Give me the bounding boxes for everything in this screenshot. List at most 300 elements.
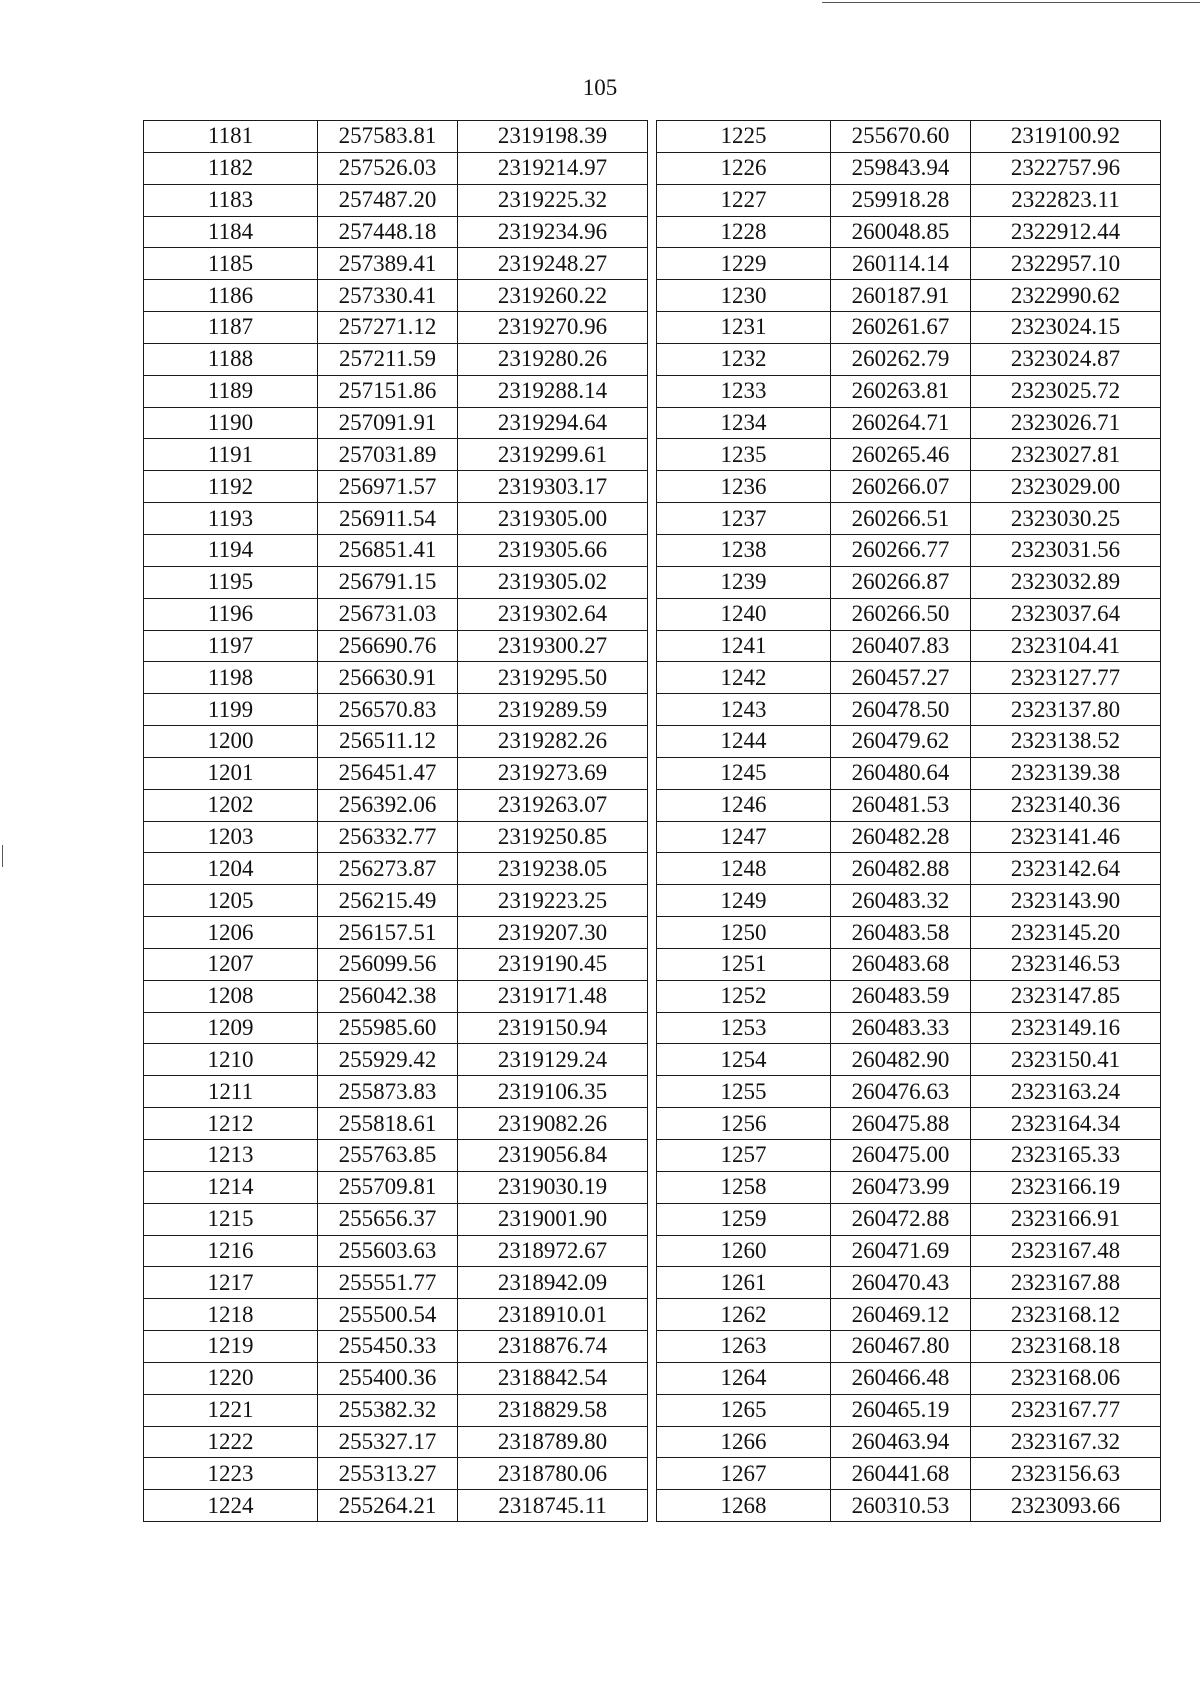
point-number-cell: 1220 <box>144 1362 318 1394</box>
point-number-cell: 1239 <box>657 566 831 598</box>
x-coordinate-cell: 260266.50 <box>831 598 971 630</box>
table-row <box>657 885 1161 917</box>
table-row <box>657 280 1161 312</box>
table-row <box>144 343 648 375</box>
point-number-cell: 1228 <box>657 216 831 248</box>
point-number-cell: 1221 <box>144 1394 318 1426</box>
y-coordinate-cell: 2323156.63 <box>971 1458 1161 1490</box>
x-coordinate-cell: 256451.47 <box>318 757 458 789</box>
y-coordinate-cell: 2319238.05 <box>458 853 648 885</box>
point-number-cell: 1208 <box>144 980 318 1012</box>
point-number-cell: 1224 <box>144 1490 318 1522</box>
x-coordinate-cell: 256215.49 <box>318 885 458 917</box>
point-number-cell: 1246 <box>657 789 831 821</box>
y-coordinate-cell: 2319305.00 <box>458 503 648 535</box>
y-coordinate-cell: 2318780.06 <box>458 1458 648 1490</box>
x-coordinate-cell: 260482.88 <box>831 853 971 885</box>
y-coordinate-cell: 2323149.16 <box>971 1012 1161 1044</box>
y-coordinate-cell: 2323093.66 <box>971 1490 1161 1522</box>
y-coordinate-cell: 2319225.32 <box>458 184 648 216</box>
table-row <box>144 1012 648 1044</box>
table-row <box>657 248 1161 280</box>
x-coordinate-cell: 257151.86 <box>318 375 458 407</box>
y-coordinate-cell: 2323127.77 <box>971 662 1161 694</box>
y-coordinate-cell: 2323143.90 <box>971 885 1161 917</box>
table-row <box>144 566 648 598</box>
x-coordinate-cell: 257091.91 <box>318 407 458 439</box>
table-row <box>144 1331 648 1363</box>
table-row <box>657 312 1161 344</box>
y-coordinate-cell: 2319270.96 <box>458 312 648 344</box>
x-coordinate-cell: 257526.03 <box>318 152 458 184</box>
x-coordinate-cell: 260264.71 <box>831 407 971 439</box>
y-coordinate-cell: 2323037.64 <box>971 598 1161 630</box>
y-coordinate-cell: 2319056.84 <box>458 1140 648 1172</box>
y-coordinate-cell: 2319299.61 <box>458 439 648 471</box>
x-coordinate-cell: 260265.46 <box>831 439 971 471</box>
point-number-cell: 1190 <box>144 407 318 439</box>
table-row <box>657 1076 1161 1108</box>
x-coordinate-cell: 256392.06 <box>318 789 458 821</box>
x-coordinate-cell: 256332.77 <box>318 821 458 853</box>
table-row <box>657 1235 1161 1267</box>
x-coordinate-cell: 256971.57 <box>318 471 458 503</box>
y-coordinate-cell: 2323024.87 <box>971 343 1161 375</box>
y-coordinate-cell: 2323150.41 <box>971 1044 1161 1076</box>
x-coordinate-cell: 260266.77 <box>831 534 971 566</box>
y-coordinate-cell: 2319250.85 <box>458 821 648 853</box>
y-coordinate-cell: 2323166.91 <box>971 1203 1161 1235</box>
point-number-cell: 1254 <box>657 1044 831 1076</box>
y-coordinate-cell: 2319303.17 <box>458 471 648 503</box>
x-coordinate-cell: 255873.83 <box>318 1076 458 1108</box>
coordinate-table-left <box>143 120 648 1522</box>
y-coordinate-cell: 2323167.88 <box>971 1267 1161 1299</box>
table-row <box>657 694 1161 726</box>
point-number-cell: 1210 <box>144 1044 318 1076</box>
point-number-cell: 1183 <box>144 184 318 216</box>
table-row <box>657 152 1161 184</box>
x-coordinate-cell: 256511.12 <box>318 726 458 758</box>
x-coordinate-cell: 260266.87 <box>831 566 971 598</box>
table-row <box>657 1362 1161 1394</box>
x-coordinate-cell: 255818.61 <box>318 1108 458 1140</box>
point-number-cell: 1232 <box>657 343 831 375</box>
point-number-cell: 1242 <box>657 662 831 694</box>
point-number-cell: 1201 <box>144 757 318 789</box>
x-coordinate-cell: 260263.81 <box>831 375 971 407</box>
table-row <box>144 789 648 821</box>
point-number-cell: 1257 <box>657 1140 831 1172</box>
x-coordinate-cell: 260473.99 <box>831 1171 971 1203</box>
point-number-cell: 1238 <box>657 534 831 566</box>
y-coordinate-cell: 2318910.01 <box>458 1299 648 1331</box>
y-coordinate-cell: 2319030.19 <box>458 1171 648 1203</box>
point-number-cell: 1235 <box>657 439 831 471</box>
table-row <box>144 534 648 566</box>
x-coordinate-cell: 260472.88 <box>831 1203 971 1235</box>
table-row <box>657 598 1161 630</box>
point-number-cell: 1229 <box>657 248 831 280</box>
y-coordinate-cell: 2323147.85 <box>971 980 1161 1012</box>
point-number-cell: 1196 <box>144 598 318 630</box>
y-coordinate-cell: 2322957.10 <box>971 248 1161 280</box>
table-row <box>657 343 1161 375</box>
table-row <box>657 1012 1161 1044</box>
table-row <box>657 662 1161 694</box>
table-row <box>144 1235 648 1267</box>
x-coordinate-cell: 260457.27 <box>831 662 971 694</box>
x-coordinate-cell: 255327.17 <box>318 1426 458 1458</box>
point-number-cell: 1268 <box>657 1490 831 1522</box>
table-row <box>657 853 1161 885</box>
point-number-cell: 1207 <box>144 948 318 980</box>
point-number-cell: 1240 <box>657 598 831 630</box>
x-coordinate-cell: 255656.37 <box>318 1203 458 1235</box>
x-coordinate-cell: 260483.59 <box>831 980 971 1012</box>
y-coordinate-cell: 2318789.80 <box>458 1426 648 1458</box>
x-coordinate-cell: 260478.50 <box>831 694 971 726</box>
table-row <box>657 216 1161 248</box>
x-coordinate-cell: 255450.33 <box>318 1331 458 1363</box>
y-coordinate-cell: 2323166.19 <box>971 1171 1161 1203</box>
x-coordinate-cell: 260407.83 <box>831 630 971 662</box>
point-number-cell: 1222 <box>144 1426 318 1458</box>
table-row <box>144 1267 648 1299</box>
x-coordinate-cell: 255400.36 <box>318 1362 458 1394</box>
point-number-cell: 1255 <box>657 1076 831 1108</box>
table-row <box>657 1171 1161 1203</box>
y-coordinate-cell: 2319234.96 <box>458 216 648 248</box>
scan-artifact <box>2 845 3 867</box>
y-coordinate-cell: 2319106.35 <box>458 1076 648 1108</box>
point-number-cell: 1237 <box>657 503 831 535</box>
point-number-cell: 1202 <box>144 789 318 821</box>
x-coordinate-cell: 256911.54 <box>318 503 458 535</box>
page-number: 105 <box>582 75 618 100</box>
y-coordinate-cell: 2323138.52 <box>971 726 1161 758</box>
table-row <box>144 216 648 248</box>
y-coordinate-cell: 2323024.15 <box>971 312 1161 344</box>
table-row <box>657 407 1161 439</box>
table-row <box>144 1458 648 1490</box>
table-row <box>144 471 648 503</box>
y-coordinate-cell: 2319300.27 <box>458 630 648 662</box>
table-row <box>144 598 648 630</box>
x-coordinate-cell: 256731.03 <box>318 598 458 630</box>
table-row <box>144 375 648 407</box>
x-coordinate-cell: 260261.67 <box>831 312 971 344</box>
point-number-cell: 1234 <box>657 407 831 439</box>
point-number-cell: 1182 <box>144 152 318 184</box>
y-coordinate-cell: 2319302.64 <box>458 598 648 630</box>
table-row <box>144 1076 648 1108</box>
y-coordinate-cell: 2323165.33 <box>971 1140 1161 1172</box>
table-row <box>657 503 1161 535</box>
y-coordinate-cell: 2323139.38 <box>971 757 1161 789</box>
point-number-cell: 1203 <box>144 821 318 853</box>
y-coordinate-cell: 2323140.36 <box>971 789 1161 821</box>
point-number-cell: 1252 <box>657 980 831 1012</box>
y-coordinate-cell: 2319190.45 <box>458 948 648 980</box>
x-coordinate-cell: 260471.69 <box>831 1235 971 1267</box>
y-coordinate-cell: 2323142.64 <box>971 853 1161 885</box>
table-row <box>144 757 648 789</box>
x-coordinate-cell: 257271.12 <box>318 312 458 344</box>
x-coordinate-cell: 255763.85 <box>318 1140 458 1172</box>
y-coordinate-cell: 2323025.72 <box>971 375 1161 407</box>
table-row <box>144 1490 648 1522</box>
table-row <box>657 1267 1161 1299</box>
point-number-cell: 1184 <box>144 216 318 248</box>
x-coordinate-cell: 256273.87 <box>318 853 458 885</box>
x-coordinate-cell: 260048.85 <box>831 216 971 248</box>
point-number-cell: 1230 <box>657 280 831 312</box>
point-number-cell: 1236 <box>657 471 831 503</box>
point-number-cell: 1264 <box>657 1362 831 1394</box>
point-number-cell: 1261 <box>657 1267 831 1299</box>
point-number-cell: 1256 <box>657 1108 831 1140</box>
y-coordinate-cell: 2319207.30 <box>458 917 648 949</box>
x-coordinate-cell: 259843.94 <box>831 152 971 184</box>
point-number-cell: 1251 <box>657 948 831 980</box>
y-coordinate-cell: 2319260.22 <box>458 280 648 312</box>
point-number-cell: 1260 <box>657 1235 831 1267</box>
y-coordinate-cell: 2323026.71 <box>971 407 1161 439</box>
point-number-cell: 1195 <box>144 566 318 598</box>
table-row <box>144 694 648 726</box>
point-number-cell: 1206 <box>144 917 318 949</box>
table-row <box>144 821 648 853</box>
table-row <box>144 503 648 535</box>
table-row <box>144 121 648 153</box>
x-coordinate-cell: 260466.48 <box>831 1362 971 1394</box>
point-number-cell: 1185 <box>144 248 318 280</box>
y-coordinate-cell: 2319288.14 <box>458 375 648 407</box>
x-coordinate-cell: 256791.15 <box>318 566 458 598</box>
point-number-cell: 1245 <box>657 757 831 789</box>
table-row <box>144 980 648 1012</box>
y-coordinate-cell: 2319305.66 <box>458 534 648 566</box>
x-coordinate-cell: 257211.59 <box>318 343 458 375</box>
y-coordinate-cell: 2322912.44 <box>971 216 1161 248</box>
y-coordinate-cell: 2323145.20 <box>971 917 1161 949</box>
y-coordinate-cell: 2319214.97 <box>458 152 648 184</box>
x-coordinate-cell: 260187.91 <box>831 280 971 312</box>
y-coordinate-cell: 2323167.32 <box>971 1426 1161 1458</box>
y-coordinate-cell: 2319150.94 <box>458 1012 648 1044</box>
x-coordinate-cell: 256099.56 <box>318 948 458 980</box>
x-coordinate-cell: 257487.20 <box>318 184 458 216</box>
table-row <box>657 757 1161 789</box>
point-number-cell: 1194 <box>144 534 318 566</box>
table-row <box>657 948 1161 980</box>
x-coordinate-cell: 260483.32 <box>831 885 971 917</box>
table-row <box>144 280 648 312</box>
y-coordinate-cell: 2319223.25 <box>458 885 648 917</box>
point-number-cell: 1191 <box>144 439 318 471</box>
point-number-cell: 1253 <box>657 1012 831 1044</box>
table-row <box>144 917 648 949</box>
y-coordinate-cell: 2318942.09 <box>458 1267 648 1299</box>
y-coordinate-cell: 2319171.48 <box>458 980 648 1012</box>
point-number-cell: 1250 <box>657 917 831 949</box>
x-coordinate-cell: 260310.53 <box>831 1490 971 1522</box>
x-coordinate-cell: 256630.91 <box>318 662 458 694</box>
point-number-cell: 1225 <box>657 121 831 153</box>
y-coordinate-cell: 2323168.12 <box>971 1299 1161 1331</box>
table-row <box>657 439 1161 471</box>
y-coordinate-cell: 2319305.02 <box>458 566 648 598</box>
x-coordinate-cell: 255500.54 <box>318 1299 458 1331</box>
x-coordinate-cell: 256042.38 <box>318 980 458 1012</box>
table-row <box>144 726 648 758</box>
x-coordinate-cell: 260479.62 <box>831 726 971 758</box>
y-coordinate-cell: 2322823.11 <box>971 184 1161 216</box>
table-row <box>657 1299 1161 1331</box>
x-coordinate-cell: 260469.12 <box>831 1299 971 1331</box>
x-coordinate-cell: 256851.41 <box>318 534 458 566</box>
x-coordinate-cell: 260441.68 <box>831 1458 971 1490</box>
point-number-cell: 1226 <box>657 152 831 184</box>
table-row <box>144 184 648 216</box>
point-number-cell: 1204 <box>144 853 318 885</box>
x-coordinate-cell: 256157.51 <box>318 917 458 949</box>
y-coordinate-cell: 2319289.59 <box>458 694 648 726</box>
x-coordinate-cell: 255603.63 <box>318 1235 458 1267</box>
x-coordinate-cell: 260482.90 <box>831 1044 971 1076</box>
x-coordinate-cell: 255929.42 <box>318 1044 458 1076</box>
x-coordinate-cell: 260483.68 <box>831 948 971 980</box>
point-number-cell: 1187 <box>144 312 318 344</box>
table-row <box>144 1362 648 1394</box>
y-coordinate-cell: 2323141.46 <box>971 821 1161 853</box>
y-coordinate-cell: 2319001.90 <box>458 1203 648 1235</box>
point-number-cell: 1231 <box>657 312 831 344</box>
table-row <box>144 853 648 885</box>
table-row <box>144 1299 648 1331</box>
y-coordinate-cell: 2319100.92 <box>971 121 1161 153</box>
table-row <box>144 1044 648 1076</box>
table-row <box>144 630 648 662</box>
table-row <box>144 662 648 694</box>
y-coordinate-cell: 2323167.48 <box>971 1235 1161 1267</box>
x-coordinate-cell: 260482.28 <box>831 821 971 853</box>
y-coordinate-cell: 2323168.06 <box>971 1362 1161 1394</box>
table-row <box>657 980 1161 1012</box>
table-row <box>657 1426 1161 1458</box>
x-coordinate-cell: 257583.81 <box>318 121 458 153</box>
x-coordinate-cell: 260481.53 <box>831 789 971 821</box>
point-number-cell: 1243 <box>657 694 831 726</box>
y-coordinate-cell: 2323137.80 <box>971 694 1161 726</box>
y-coordinate-cell: 2323027.81 <box>971 439 1161 471</box>
y-coordinate-cell: 2319294.64 <box>458 407 648 439</box>
x-coordinate-cell: 260463.94 <box>831 1426 971 1458</box>
point-number-cell: 1181 <box>144 121 318 153</box>
table-row <box>657 1140 1161 1172</box>
point-number-cell: 1241 <box>657 630 831 662</box>
point-number-cell: 1244 <box>657 726 831 758</box>
point-number-cell: 1199 <box>144 694 318 726</box>
point-number-cell: 1209 <box>144 1012 318 1044</box>
point-number-cell: 1263 <box>657 1331 831 1363</box>
table-row <box>657 1490 1161 1522</box>
point-number-cell: 1212 <box>144 1108 318 1140</box>
x-coordinate-cell: 260476.63 <box>831 1076 971 1108</box>
point-number-cell: 1198 <box>144 662 318 694</box>
table-row <box>657 726 1161 758</box>
point-number-cell: 1186 <box>144 280 318 312</box>
point-number-cell: 1266 <box>657 1426 831 1458</box>
x-coordinate-cell: 255313.27 <box>318 1458 458 1490</box>
point-number-cell: 1247 <box>657 821 831 853</box>
point-number-cell: 1219 <box>144 1331 318 1363</box>
point-number-cell: 1262 <box>657 1299 831 1331</box>
point-number-cell: 1259 <box>657 1203 831 1235</box>
table-row <box>144 1140 648 1172</box>
table-row <box>657 375 1161 407</box>
point-number-cell: 1192 <box>144 471 318 503</box>
y-coordinate-cell: 2318745.11 <box>458 1490 648 1522</box>
table-row <box>657 534 1161 566</box>
table-row <box>144 948 648 980</box>
table-row <box>657 1394 1161 1426</box>
table-row <box>144 312 648 344</box>
point-number-cell: 1197 <box>144 630 318 662</box>
table-row <box>657 184 1161 216</box>
point-number-cell: 1193 <box>144 503 318 535</box>
table-row <box>144 1171 648 1203</box>
y-coordinate-cell: 2319082.26 <box>458 1108 648 1140</box>
table-row <box>144 885 648 917</box>
x-coordinate-cell: 260483.58 <box>831 917 971 949</box>
table-row <box>144 1203 648 1235</box>
y-coordinate-cell: 2319198.39 <box>458 121 648 153</box>
point-number-cell: 1188 <box>144 343 318 375</box>
y-coordinate-cell: 2319280.26 <box>458 343 648 375</box>
x-coordinate-cell: 260470.43 <box>831 1267 971 1299</box>
x-coordinate-cell: 260114.14 <box>831 248 971 280</box>
table-row <box>657 1044 1161 1076</box>
table-row <box>657 1108 1161 1140</box>
point-number-cell: 1218 <box>144 1299 318 1331</box>
point-number-cell: 1205 <box>144 885 318 917</box>
y-coordinate-cell: 2319248.27 <box>458 248 648 280</box>
x-coordinate-cell: 259918.28 <box>831 184 971 216</box>
x-coordinate-cell: 256690.76 <box>318 630 458 662</box>
x-coordinate-cell: 256570.83 <box>318 694 458 726</box>
point-number-cell: 1227 <box>657 184 831 216</box>
table-row <box>144 248 648 280</box>
x-coordinate-cell: 255985.60 <box>318 1012 458 1044</box>
y-coordinate-cell: 2323032.89 <box>971 566 1161 598</box>
table-row <box>144 1108 648 1140</box>
table-row <box>657 630 1161 662</box>
y-coordinate-cell: 2323164.34 <box>971 1108 1161 1140</box>
y-coordinate-cell: 2323031.56 <box>971 534 1161 566</box>
x-coordinate-cell: 260483.33 <box>831 1012 971 1044</box>
y-coordinate-cell: 2318876.74 <box>458 1331 648 1363</box>
point-number-cell: 1189 <box>144 375 318 407</box>
y-coordinate-cell: 2323030.25 <box>971 503 1161 535</box>
point-number-cell: 1211 <box>144 1076 318 1108</box>
x-coordinate-cell: 260266.51 <box>831 503 971 535</box>
x-coordinate-cell: 260480.64 <box>831 757 971 789</box>
table-row <box>657 566 1161 598</box>
table-row <box>144 439 648 471</box>
x-coordinate-cell: 260475.00 <box>831 1140 971 1172</box>
